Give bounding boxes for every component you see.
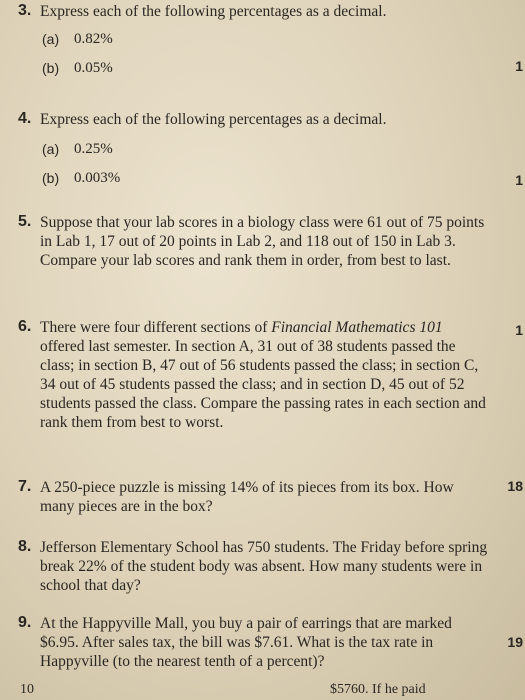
problem-8 — [18, 538, 488, 595]
problem-4 — [18, 110, 488, 187]
margin-number: 1 — [515, 172, 523, 188]
problem-number: 7. — [18, 478, 32, 495]
margin-number: 1 — [515, 322, 523, 338]
problem-part: (b) 0.003% — [42, 170, 121, 186]
problem-9 — [18, 614, 488, 671]
margin-number: 19 — [507, 634, 523, 650]
problem-5 — [18, 213, 488, 270]
course-name: Financial Mathematics 101 — [271, 319, 443, 336]
problem-part: (a) 0.25% — [42, 141, 113, 157]
problem-number: 4. — [18, 110, 32, 127]
problem-text: Express each of the following percentages as a decimal. — [40, 111, 387, 128]
problem-7 — [18, 478, 488, 516]
margin-number: 18 — [507, 478, 523, 494]
problem-number: 5. — [18, 213, 32, 230]
problem-text: Jefferson Elementary School has 750 students. The Friday before spring break 22% of the student body was absent. How many students were in school that day? — [40, 539, 488, 594]
margin-number: 1 — [515, 58, 523, 74]
problem-number: 9. — [18, 614, 32, 631]
problem-text: At the Happyville Mall, you buy a pair of earrings that are marked $6.95. After sales tax, the bill was $7.61. What is the tax rate in Happyville (to the nearest tenth of a percent)? — [40, 615, 452, 670]
problem-text: There were four different sections of Financial Mathematics 101 offered last semester. In section A, 31 out of 38 students passed the class; in section B, 47 out of 56 students passed the class; in section C, 34 out of 45 students passed the class; and in section D, 45 out of 52 students passed the class. Compare the passing rates in each section and rank them from best to worst. — [40, 319, 486, 431]
problem-number: 3. — [18, 2, 32, 19]
footer-left-text: 10 — [20, 682, 34, 697]
problem-number: 6. — [18, 318, 32, 335]
problem-part: (b) 0.05% — [42, 60, 113, 76]
problem-text: A 250-piece puzzle is missing 14% of its pieces from its box. How many pieces are in the box? — [40, 479, 454, 515]
problem-text: Express each of the following percentages as a decimal. — [40, 3, 387, 20]
problem-text: Suppose that your lab scores in a biology class were 61 out of 75 points in Lab 1, 17 out of 20 points in Lab 2, and 118 out of 150 in Lab 3. Compare your lab scores and rank them in order, from best to last. — [40, 214, 485, 269]
problem-number: 8. — [18, 538, 32, 555]
problem-part: (a) 0.82% — [42, 31, 113, 47]
problem-3 — [18, 2, 488, 77]
footer-right-text: $5760. If he paid — [330, 682, 426, 697]
problem-6 — [18, 318, 488, 432]
